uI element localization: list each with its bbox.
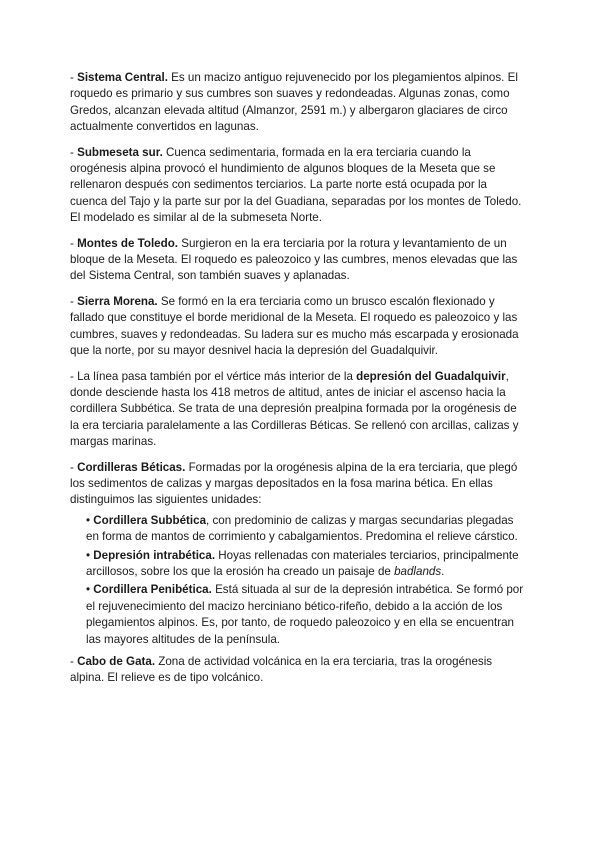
list-item-text: Está situada al sur de la depresión intrabética. Se formó por el rejuvenecimiento del macizo herciniano bético-rifeño, debido a la acción de los plegamientos alpinos. Es, por tanto, de roquedo paleozoico y en ella se encuentran las mayores altitudes de la península.	[86, 583, 524, 646]
dash: -	[70, 460, 78, 474]
subunits-list	[86, 513, 525, 648]
dash: -	[70, 294, 78, 308]
dash: -	[70, 236, 78, 250]
bullet: •	[86, 583, 94, 597]
list-item-intrabetica	[86, 548, 525, 581]
paragraph-title: Cabo de Gata.	[77, 655, 156, 668]
list-item-title: Cordillera Subbética	[93, 513, 207, 527]
list-item-text: , con predominio de calizas y margas secundarias plegadas en forma de mantos de corrimiento y cabalgamientos. Predomina el relieve cárstico.	[86, 513, 518, 544]
list-item-penibetica	[86, 582, 525, 648]
paragraph-submeseta-sur	[70, 145, 525, 227]
paragraph-title: Montes de Toledo.	[77, 236, 179, 250]
list-item-title: Depresión intrabética.	[93, 548, 216, 562]
dash: -	[70, 655, 78, 668]
paragraph-text: Se formó en la era terciaria como un brusco escalón flexionado y fallado que constituye el borde meridional de la Meseta. El roquedo es paleozoico y las cumbres, suaves y redondeadas. Su ladera sur es mucho más escarpada y erosionada que la norte, por su mayor desnivel hacia la depresión del Guadalquivir.	[70, 294, 519, 358]
dash: -	[70, 145, 78, 159]
paragraph-montes-de-toledo	[70, 236, 525, 285]
dash: -	[70, 71, 78, 84]
paragraph-title: Cordilleras Béticas.	[77, 460, 186, 474]
paragraph-text: Zona de actividad volcánica en la era terciaria, tras la orogénesis alpina. El relieve es de tipo volcánico.	[70, 655, 493, 685]
bullet: •	[86, 548, 94, 562]
paragraph-text: Cuenca sedimentaria, formada en la era terciaria cuando la orogénesis alpina provocó el hundimiento de algunos bloques de la Meseta que se rellenaron después con sedimentos terciarios. La parte norte está ocupada por la cuenca del Tajo y la parte sur por la del Guadiana, separadas por los montes de Toledo. El modelado es similar al de la submeseta Norte.	[70, 145, 522, 225]
paragraph-title: Sierra Morena.	[77, 294, 158, 308]
paragraph-text: Formadas por la orogénesis alpina de la era terciaria, que plegó los sedimentos de calizas y margas depositados en la fosa marina bética. En ellas distinguimos las siguientes unidades:	[70, 460, 518, 507]
document-page	[70, 70, 525, 696]
paragraph-title: Sistema Central.	[77, 71, 168, 84]
bullet: •	[86, 513, 94, 527]
paragraph-cabo-de-gata	[70, 654, 525, 687]
paragraph-text: Surgieron en la era terciaria por la rotura y levantamiento de un bloque de la Meseta. El roquedo es paleozoico y las cumbres, menos elevadas que las del Sistema Central, son también suaves y aplanadas.	[70, 236, 518, 283]
paragraph-sistema-central	[70, 70, 525, 136]
paragraph-intro: La línea pasa también por el vértice más interior de la	[77, 369, 357, 383]
list-item-title: Cordillera Penibética.	[93, 583, 212, 597]
italic-term: badlands	[394, 564, 442, 578]
paragraph-cordilleras-beticas	[70, 460, 525, 509]
list-item-text: Hoyas rellenadas con materiales terciarios, principalmente arcillosos, sobre los que la erosión ha creado un paisaje de	[86, 548, 519, 578]
paragraph-sierra-morena	[70, 294, 525, 360]
list-item-tail: .	[441, 564, 445, 578]
paragraph-title: depresión del Guadalquivir	[356, 369, 506, 383]
paragraph-text: , donde desciende hasta los 418 metros de altitud, antes de iniciar el ascenso hacia la cordillera Subbética. Se trata de una depresión prealpina formada por la orogénesis de la era terciaria paralelamente a las Cordilleras Béticas. Se rellenó con arcillas, calizas y margas marinas.	[70, 369, 519, 449]
list-item-subbetica	[86, 513, 525, 546]
paragraph-title: Submeseta sur.	[77, 145, 163, 159]
paragraph-depresion-guadalquivir	[70, 369, 525, 451]
dash: -	[70, 369, 78, 383]
paragraph-text: Es un macizo antiguo rejuvenecido por los plegamientos alpinos. El roquedo es primario y sus cumbres son suaves y redondeadas. Algunas zonas, como Gredos, alcanzan elevada altitud (Almanzor, 2591 m.) y albergaron glaciares de circo actualmente convertidos en lagunas.	[70, 71, 518, 134]
